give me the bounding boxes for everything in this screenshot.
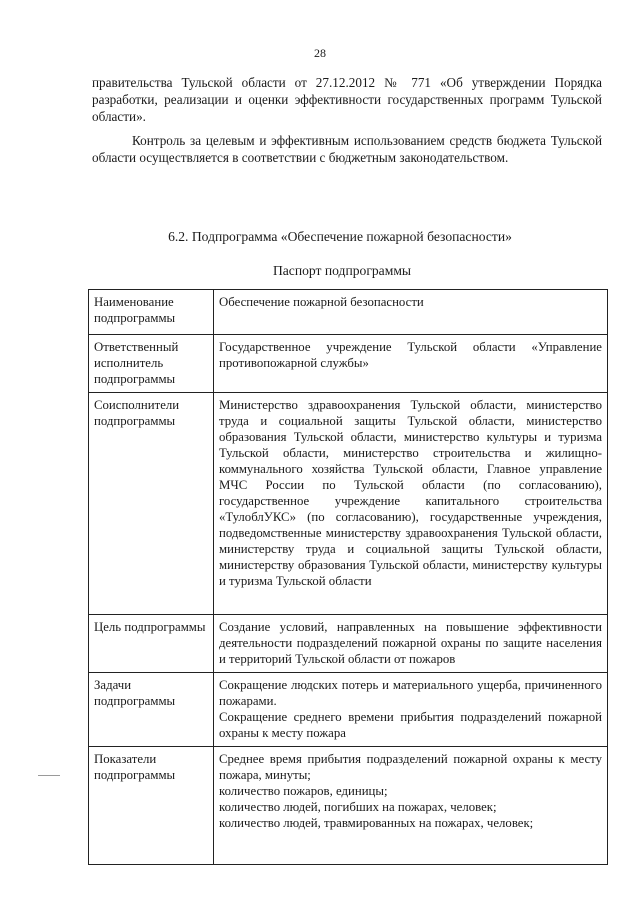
paragraph-continuation: правительства Тульской области от 27.12.2012 № 771 «Об утверждении Порядка разработки, реализации и оценки эффективности государственных программ Тульской области». xyxy=(92,75,602,124)
table-row xyxy=(89,335,608,393)
value-line: Государственное учреждение Тульской области «Управление противопожарной службы» xyxy=(219,340,602,370)
row-value-name xyxy=(214,290,608,335)
value-line: Министерство здравоохранения Тульской области, министерство труда и социальной защиты Тульской области, министерство образования Тульской области, министерство культуры и туризма Тульской области, министерство строительства и жилищно-коммунального хозяйства Тульской области, Главное управление МЧС России по Тульской области (по согласованию), государственное учреждение капитального строительства «ТулоблУКС» (по согласованию), государственные учреждения, подведомственные министерству здравоохранения Тульской области, министерству труда и социальной защиты Тульской области, министерству образования Тульской области, министерству культуры и туризма Тульской области xyxy=(219,398,602,588)
scan-margin-mark xyxy=(38,775,60,776)
row-label-goal: Цель подпрограммы xyxy=(89,615,214,673)
value-line: Сокращение людских потерь и материального ущерба, причиненного пожарами. xyxy=(219,678,602,708)
section-title: 6.2. Подпрограмма «Обеспечение пожарной безопасности» xyxy=(168,229,512,244)
value-line: количество людей, погибших на пожарах, человек; xyxy=(219,800,497,814)
row-value-indicators xyxy=(214,747,608,865)
row-label-coexecutors: Соисполнители подпрограммы xyxy=(89,393,214,615)
row-value-tasks xyxy=(214,673,608,747)
paragraph-budget-control: Контроль за целевым и эффективным использованием средств бюджета Тульской области осуществляется в соответствии с бюджетным законодательством. xyxy=(92,133,602,165)
table-row xyxy=(89,290,608,335)
row-label-name: Наименование подпрограммы xyxy=(89,290,214,335)
table-row xyxy=(89,673,608,747)
table-row xyxy=(89,393,608,615)
row-label-tasks: Задачи подпрограммы xyxy=(89,673,214,747)
row-value-coexecutors xyxy=(214,393,608,615)
table-title: Паспорт подпрограммы xyxy=(272,263,412,278)
row-label-indicators: Показатели подпрограммы xyxy=(89,747,214,865)
value-line: Создание условий, направленных на повышение эффективности деятельности подразделений пожарной охраны по защите населения и территорий Тульской области от пожаров xyxy=(219,620,602,666)
value-line: Сокращение среднего времени прибытия подразделений пожарной охраны к месту пожара xyxy=(219,710,602,740)
table-row xyxy=(89,615,608,673)
value-line: Обеспечение пожарной безопасности xyxy=(219,295,424,309)
row-value-responsible xyxy=(214,335,608,393)
row-value-goal xyxy=(214,615,608,673)
table-row xyxy=(89,747,608,865)
passport-table xyxy=(88,289,608,865)
value-line: количество людей, травмированных на пожарах, человек; xyxy=(219,816,534,830)
value-line: количество пожаров, единицы; xyxy=(219,784,388,798)
row-label-responsible: Ответственный исполнитель подпрограммы xyxy=(89,335,214,393)
value-line: Среднее время прибытия подразделений пожарной охраны к месту пожара, минуты; xyxy=(219,752,602,782)
page-number: 28 xyxy=(314,46,326,60)
